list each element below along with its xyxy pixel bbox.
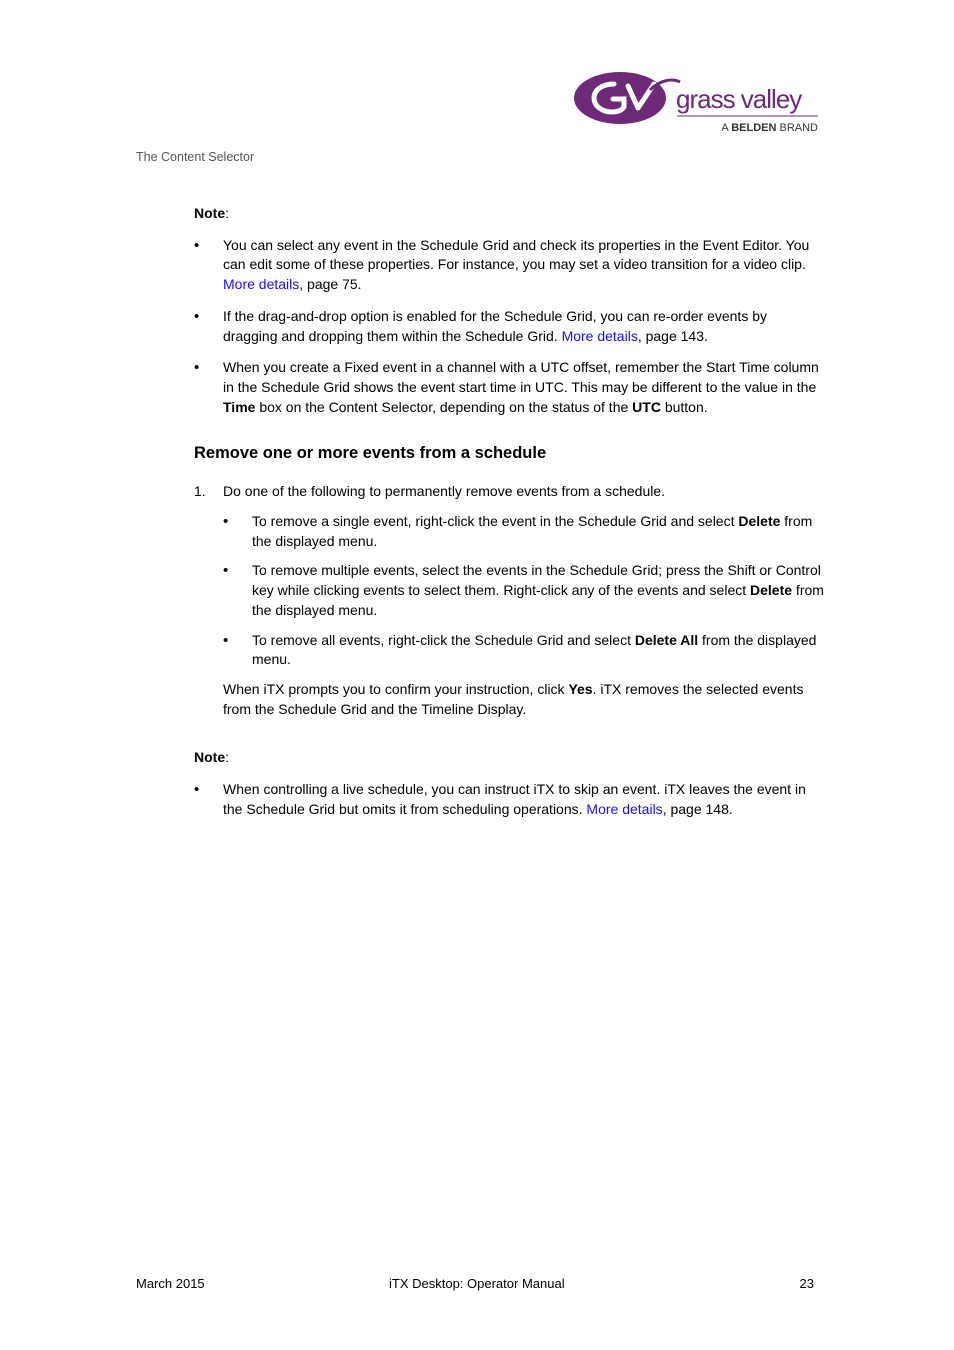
list-item: • When controlling a live schedule, you can instruct iTX to skip an event. iTX leaves the event in the Schedule Grid but omits it from scheduling operations. More details, page 148. [194,780,824,819]
list-item: • You can select any event in the Schedule Grid and check its properties in the Event Editor. You can edit some of these properties. For instance, you may set a video transition for a video clip. More details, page 75. [194,236,824,295]
step-result-text: When iTX prompts you to confirm your instruction, click Yes. iTX removes the selected events from the Schedule Grid and the Timeline Display. [223,680,804,717]
note-list [194,780,824,819]
step-number: 1. [194,483,206,500]
step-text: Do one of the following to permanently remove events from a schedule. [223,483,666,500]
step-sub-list [194,512,824,670]
list-item: • To remove multiple events, select the events in the Schedule Grid; press the Shift or Control key while clicking events to select them. Right-click any of the events and select Delete from the displayed menu. [194,561,824,620]
running-head: The Content Selector [136,150,255,164]
list-item: • To remove all events, right-click the Schedule Grid and select Delete All from the displayed menu. [194,631,824,670]
logo-wordmark: grass valley [676,84,802,114]
footer-date: March 2015 [136,1276,205,1291]
step-1 [194,482,824,502]
page-content [194,204,824,831]
list-item: • If the drag-and-drop option is enabled for the Schedule Grid, you can re-order events by dragging and dropping them within the Schedule Grid. More details, page 143. [194,307,824,346]
note-list [194,236,824,418]
list-item: • To remove a single event, right-click the event in the Schedule Grid and select Delete from the displayed menu. [194,512,824,551]
list-item: • When you create a Fixed event in a channel with a UTC offset, remember the Start Time column in the Schedule Grid shows the event start time in UTC. This may be different to the value in the Time box on the Content Selector, depending on the status of the UTC button. [194,358,824,417]
more-details-link[interactable]: More details [561,327,638,344]
more-details-link[interactable]: More details [586,800,663,817]
grass-valley-logo [572,70,822,136]
logo-graphic [572,70,822,136]
footer-doc-title: iTX Desktop: Operator Manual [389,1276,565,1291]
section-heading: Remove one or more events from a schedule [194,444,547,463]
footer-page-number: 23 [799,1276,814,1291]
note-label: Note: [194,205,230,221]
logo-tagline: A BELDEN BRAND [721,122,818,134]
more-details-link[interactable]: More details [223,276,300,293]
note-label: Note: [194,749,230,766]
